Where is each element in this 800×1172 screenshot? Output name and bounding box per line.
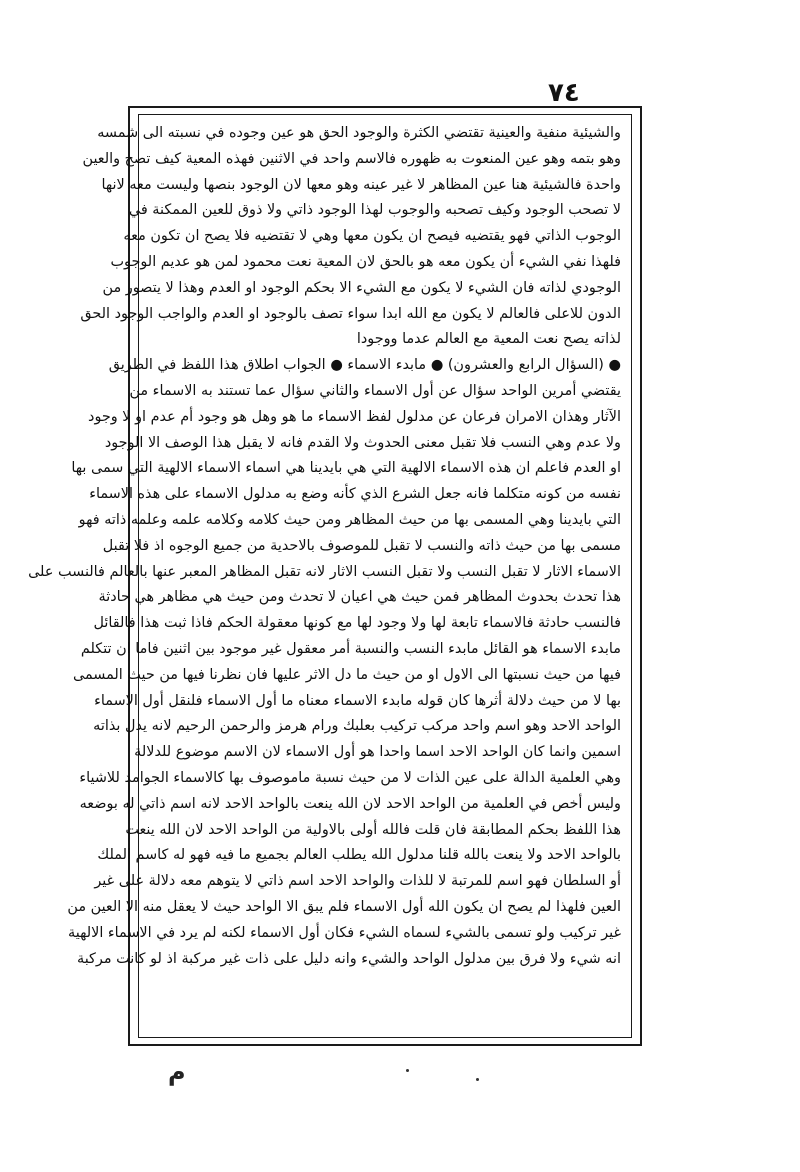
text-line: اسمين وانما كان الواحد الاحد اسما واحدا هو أول الاسماء لان الاسم موضوع للدلالة (134, 744, 621, 761)
text-line: بالواحد الاحد ولا ينعت بالله قلنا مدلول الله يطلب العالم بجميع ما فيه فهو له كاسم الملك (97, 847, 621, 864)
text-line: فيها من حيث نسبتها الى الاول او من حيث ما دل الاثر عليها فان نظرنا فيها من حيث المسمى (72, 666, 621, 683)
text-line: انه شيء ولا فرق بين مدلول الواحد والشيء وانه دليل على ذات غير مركبة اذ لو كانت مركبة (77, 950, 621, 967)
text-line: هذا تحدث بحدوث المظاهر فمن حيث هي اعيان لا تحدث ومن حيث هي مظاهر هي حادثة (98, 589, 621, 606)
text-line: ولا عدم وهي النسب فلا تقبل معنى الحدوث ولا القدم فانه لا يقبل هذا الوصف الا الوجود (104, 434, 621, 451)
text-line: يقتضي أمرين الواحد سؤال عن أول الاسماء والثاني سؤال عما تستند به الاسماء من (129, 382, 621, 399)
text-line: الدون للاعلى فالعالم لا يكون مع الله ابدا سواء تصف بالوجود او العدم والواجب الوجود الحق (80, 305, 621, 322)
print-speck (406, 1069, 409, 1072)
text-line: العين فلهذا لم يصح ان يكون الله أول الاسماء فلم يبق الا الواحد حيث لا يعقل منه الا العين من (67, 898, 621, 915)
text-line: مابدء الاسماء هو القائل مابدء النسب والنسبة أمر معقول غير موجود بين اثنين فاما ان تتكلم (80, 640, 621, 657)
text-line: هذا اللفظ بحكم المطابقة فان قلت فالله أولى بالاولية من الواحد الاحد لان الله ينعت (125, 821, 621, 838)
text-line: وهو بتمه وهو عين المنعوت به ظهوره فالاسم واحد في الاثنين فهذه المعية كيف تصح والعين (82, 150, 621, 167)
text-body (28, 121, 621, 972)
text-line: او العدم فاعلم ان هذه الاسماء الالهية التي هي بايدينا هي اسماء الاسماء الالهية التي سمى بها (71, 460, 621, 477)
text-line: غير تركيب ولو تسمى بالشيء لسماه الشيء فكان أول الاسماء لكنه لم يرد في الاسماء الالهية (68, 924, 621, 941)
text-line: فالنسب حادثة فالاسماء تابعة لها ولا وجود لها مع كونها معقولة الحكم فاذا ثبت هذا فالقائل (93, 615, 621, 632)
text-line: وهي العلمية الدالة على عين الذات لا من حيث نسبة ماموصوف بها كالاسماء الجوامد للاشياء (79, 769, 621, 786)
page-frame-inner (28, 114, 632, 1038)
page-number: ٧٤ (548, 78, 580, 108)
text-line: الواحد الاحد وهو اسم واحد مركب تركيب بعلبك ورام هرمز والرحمن الرحيم لانه يدل بذاته (93, 718, 621, 735)
catchword-mark: م (168, 1058, 186, 1086)
text-line: الاسماء الاثار لا تقبل النسب ولا تقبل النسب الاثار لانه تقبل المظاهر المعبر عنها بالعالم فالنسب على (28, 563, 621, 580)
text-line: واحدة فالشيئية هنا عين المظاهر لا غير عينه وهو معها لان الوجود بنصها وليست معه لانها (101, 176, 621, 193)
text-line: الآثار وهذان الامران فرعان عن مدلول لفظ الاسماء ما هو وهل هو وجود أم عدم او لا وجود (88, 408, 621, 425)
print-speck (476, 1078, 479, 1081)
text-line: فلهذا نفي الشيء أن يكون معه هو بالحق لان المعية نعت محمود لمن هو عديم الوجوب (110, 253, 621, 270)
text-line: والشيئية منفية والعينية تقتضي الكثرة والوجود الحق هو عين وجوده في نسبته الى شمسه (97, 125, 621, 141)
text-line: لذاته يصح نعت المعية مع العالم عدما ووجودا (356, 331, 621, 348)
text-line: أو السلطان فهو اسم للمرتبة لا للذات والواحد الاحد اسم ذاتي لا يتوهم معه دلالة على غير (94, 873, 621, 890)
text-line: وليس أخص في العلمية من الواحد الاحد لان الله ينعت بالواحد الاحد لانه اسم ذاتي له بوضعه (79, 795, 621, 812)
text-line: مسمى بها من حيث ذاته والنسب لا تقبل للموصوف بالاحدية من جميع الوجوه اذ فلا تقبل (102, 537, 621, 554)
text-line: الوجوب الذاتي فهو يقتضيه فيصح ان يكون معها وهي لا تقتضيه فلا يصح ان تكون معه (123, 228, 621, 245)
text-line: التي بايدينا وهي المسمى بها من حيث المظاهر ومن حيث كلامه وكلامه علمه وعلمه ذاته فهو (78, 511, 621, 528)
text-line: لا تصحب الوجود وكيف تصحبه والوجوب لهذا الوجود ذاتي ولا ذوق للعين الممكنة في (128, 202, 621, 219)
section-heading-line: ● (السؤال الرابع والعشرون) ● مابدء الاسماء ● الجواب اطلاق هذا اللفظ في الطريق (108, 357, 621, 374)
text-line: نفسه من كونه متكلما فانه جعل الشرع الذي كأنه وضع به مدلول الاسماء على هذه الاسماء (89, 486, 621, 503)
text-line: الوجودي لذاته فان الشيء لا يكون مع الشيء الا بحكم الوجود او العدم وهذا لا يتصور من (102, 279, 621, 296)
text-line: بها لا من حيث دلالة أثرها كان قوله مابدء الاسماء معناه ما أول الاسماء فلنقل أول الاسماء (94, 692, 621, 709)
